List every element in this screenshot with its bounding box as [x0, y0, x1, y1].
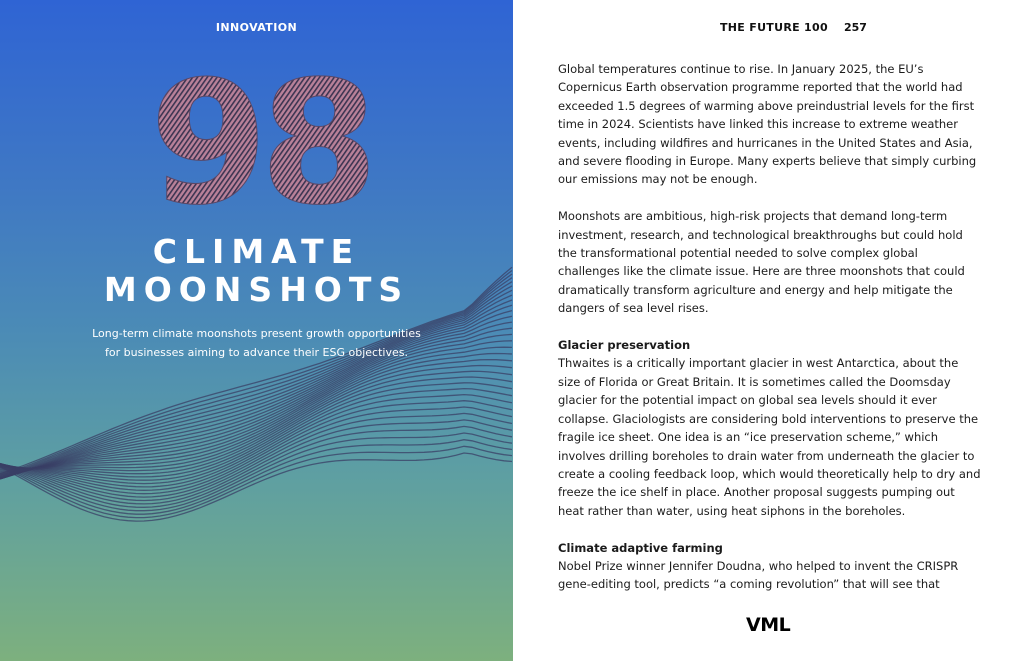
subtitle-line-1: Long-term climate moonshots present growth opportunities: [92, 327, 421, 340]
headline-line-2: MOONSHOTS: [103, 270, 410, 309]
paragraph-glacier: Thwaites is a critically important glacier in west Antarctica, about the size of Florida or Great Britain. It is sometimes called the Doomsday glacier for the potential impact on global sea levels should it ever collapse. Glaciologists are considering bold interventions to preserve the fragile ice sheet. One idea is an “ice preservation scheme,” which involves drilling boreholes to drain water from underneath the glacier to create a cooling feedback loop, which would theoretically help to dry and freeze the ice shelf in place. Another proposal suggests pumping out heat rather than water, using heat siphons in the boreholes.: [558, 356, 981, 518]
trend-number-art: [150, 74, 370, 214]
subheading-farming: Climate adaptive farming: [558, 540, 723, 555]
subheading-glacier: Glacier preservation: [558, 338, 691, 353]
subtitle-line-2: for businesses aiming to advance their ESG objectives.: [105, 346, 408, 359]
running-head: THE FUTURE 100: [720, 21, 828, 34]
right-page: [513, 0, 1024, 661]
paragraph-farming: Nobel Prize winner Jennifer Doudna, who helped to invent the CRISPR gene-editing tool, predicts “a coming revolution” that will see that: [558, 558, 959, 592]
vml-logo: VML: [746, 614, 791, 636]
trend-number: 98: [150, 74, 370, 214]
subtitle: [80, 324, 433, 362]
page-number: 257: [844, 21, 867, 34]
paragraph-moonshots: Moonshots are ambitious, high-risk projects that demand long-term investment, research, and technological breakthroughs but could hold the transformational potential needed to solve complex global challenges like the climate issue. Here are three moonshots that could dramatically transform agriculture and energy and help mitigate the dangers of sea level rises.: [558, 209, 965, 316]
paragraph-intro: Global temperatures continue to rise. In January 2025, the EU’s Copernicus Earth observation programme reported that the world had exceeded 1.5 degrees of warming above preindustrial levels for the first time in 2024. Scientists have linked this increase to extreme weather events, including wildfires and hurricanes in the United States and Asia, and severe flooding in Europe. Many experts believe that simply curbing our emissions may not be enough.: [558, 62, 977, 187]
article-body: [558, 60, 982, 612]
section-label: INNOVATION: [215, 21, 298, 34]
headline-line-1: CLIMATE: [152, 232, 361, 271]
